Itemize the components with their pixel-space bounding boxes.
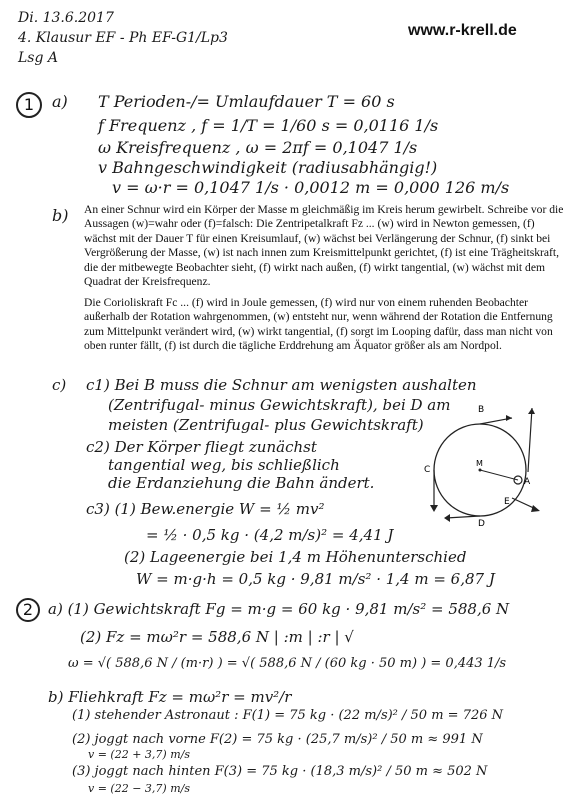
figure-label-m: M: [476, 459, 483, 468]
task1a-line: v Bahngeschwindigkeit (radiusabhängig!): [98, 158, 438, 177]
task2b-velocity: v = (22 + 3,7) m/s: [88, 748, 190, 761]
task1c2-line: tangential weg, bis schließlich: [108, 456, 340, 474]
task2b-line: (2) joggt nach vorne F(2) = 75 kg · (25,7 m/s)² / 50 m ≈ 991 N: [72, 732, 483, 747]
task1c2-line: c2) Der Körper fliegt zunächst: [86, 438, 317, 456]
task2a-line: (2) Fz = mω²r = 588,6 N | :m | :r | √: [80, 628, 354, 646]
figure-label-e: E: [504, 497, 510, 507]
task1c-label: c): [52, 376, 67, 394]
task1a-line: T Perioden-/= Umlaufdauer T = 60 s: [98, 92, 395, 111]
circular-motion-figure: [420, 400, 560, 530]
task1a-line: ω Kreisfrequenz , ω = 2πf = 0,1047 1/s: [98, 138, 418, 157]
header-date: Di. 13.6.2017: [18, 10, 114, 26]
task1c1-line: c1) Bei B muss die Schnur am wenigsten aushalten: [86, 376, 477, 394]
task1c2-line: die Erdanziehung die Bahn ändert.: [108, 474, 375, 492]
figure-label-c: C: [424, 465, 431, 475]
task2a-line: a) (1) Gewichtskraft Fg = m·g = 60 kg · 9,81 m/s² = 588,6 N: [48, 600, 510, 618]
task1c3-line: (2) Lageenergie bei 1,4 m Höhenunterschied: [124, 548, 467, 566]
task1a-line: v = ω·r = 0,1047 1/s · 0,0012 m = 0,000 126 m/s: [112, 178, 510, 197]
task1c1-line: (Zentrifugal- minus Gewichtskraft), bei D am: [108, 396, 451, 414]
task1b-paragraph: Die Corioliskraft Fc ... (f) wird in Joule gemessen, (f) wird nur von einem ruhenden Beobachter außerhalb der Rotation wahrgenommen, (w) entsteht nur, wenn während der Rotation die Entfernung zum Mittelpunkt verändert wird, (w) wirkt tangential, (f) sorgt im Looping dafür, dass man nicht von oben runter fällt, (f) ist durch die tägliche Erddrehung am Äquator größer als am Nordpol.: [84, 296, 553, 353]
header-solution: Lsg A: [18, 50, 59, 66]
task1c3-line: W = m·g·h = 0,5 kg · 9,81 m/s² · 1,4 m = 6,87 J: [136, 570, 495, 588]
task1a-line: f Frequenz , f = 1/T = 1/60 s = 0,0116 1/s: [98, 116, 439, 135]
task2b-line: (3) joggt nach hinten F(3) = 75 kg · (18,3 m/s)² / 50 m ≈ 502 N: [72, 764, 488, 779]
task1c3-line: c3) (1) Bew.energie W = ½ mv²: [86, 500, 325, 518]
figure-label-a: A: [524, 477, 531, 487]
task2b-line: (1) stehender Astronaut : F(1) = 75 kg · (22 m/s)² / 50 m = 726 N: [72, 708, 504, 723]
figure-label-d: D: [478, 519, 485, 529]
task1c3-line: = ½ · 0,5 kg · (4,2 m/s)² = 4,41 J: [146, 526, 394, 544]
task2b-velocity: v = (22 − 3,7) m/s: [88, 782, 190, 795]
task1a-label: a): [52, 92, 68, 111]
task2b-line: b) Fliehkraft Fz = mω²r = mv²/r: [48, 688, 292, 706]
figure-label-b: B: [478, 405, 485, 415]
task2a-line: ω = √( 588,6 N / (m·r) ) = √( 588,6 N / (60 kg · 50 m) ) = 0,443 1/s: [68, 656, 507, 671]
header-exam: 4. Klausur EF - Ph EF-G1/Lp3: [18, 30, 228, 46]
task1-number: 1: [16, 92, 42, 118]
task1b-paragraph: An einer Schnur wird ein Körper der Masse m gleichmäßig im Kreis herum gewirbelt. Schreibe vor die Aussagen (w)=wahr oder (f)=falsch: Die Zentripetalkraft Fz ... (w) wird in Newton gemessen, (f) wächst mit der Dauer T für einen Kreisumlauf, (w) wächst bei Verlängerung der Schnur, (f) sinkt bei Vergrößerung der Masse, (w) ist nach innen zum Kreismittelpunkt gerichtet, (f) ist eine Trägheitskraft, die der mitbewegte Beobachter sieht, (f) wirkt nach außen, (f) wirkt tangential, (w) wächst mit dem Quadrat der Kreisfrequenz.: [84, 203, 564, 289]
task2-number: 2: [16, 598, 40, 622]
header-url: www.r-krell.de: [408, 22, 517, 39]
task1c1-line: meisten (Zentrifugal- plus Gewichtskraft): [108, 416, 424, 434]
task1b-label: b): [52, 206, 69, 225]
